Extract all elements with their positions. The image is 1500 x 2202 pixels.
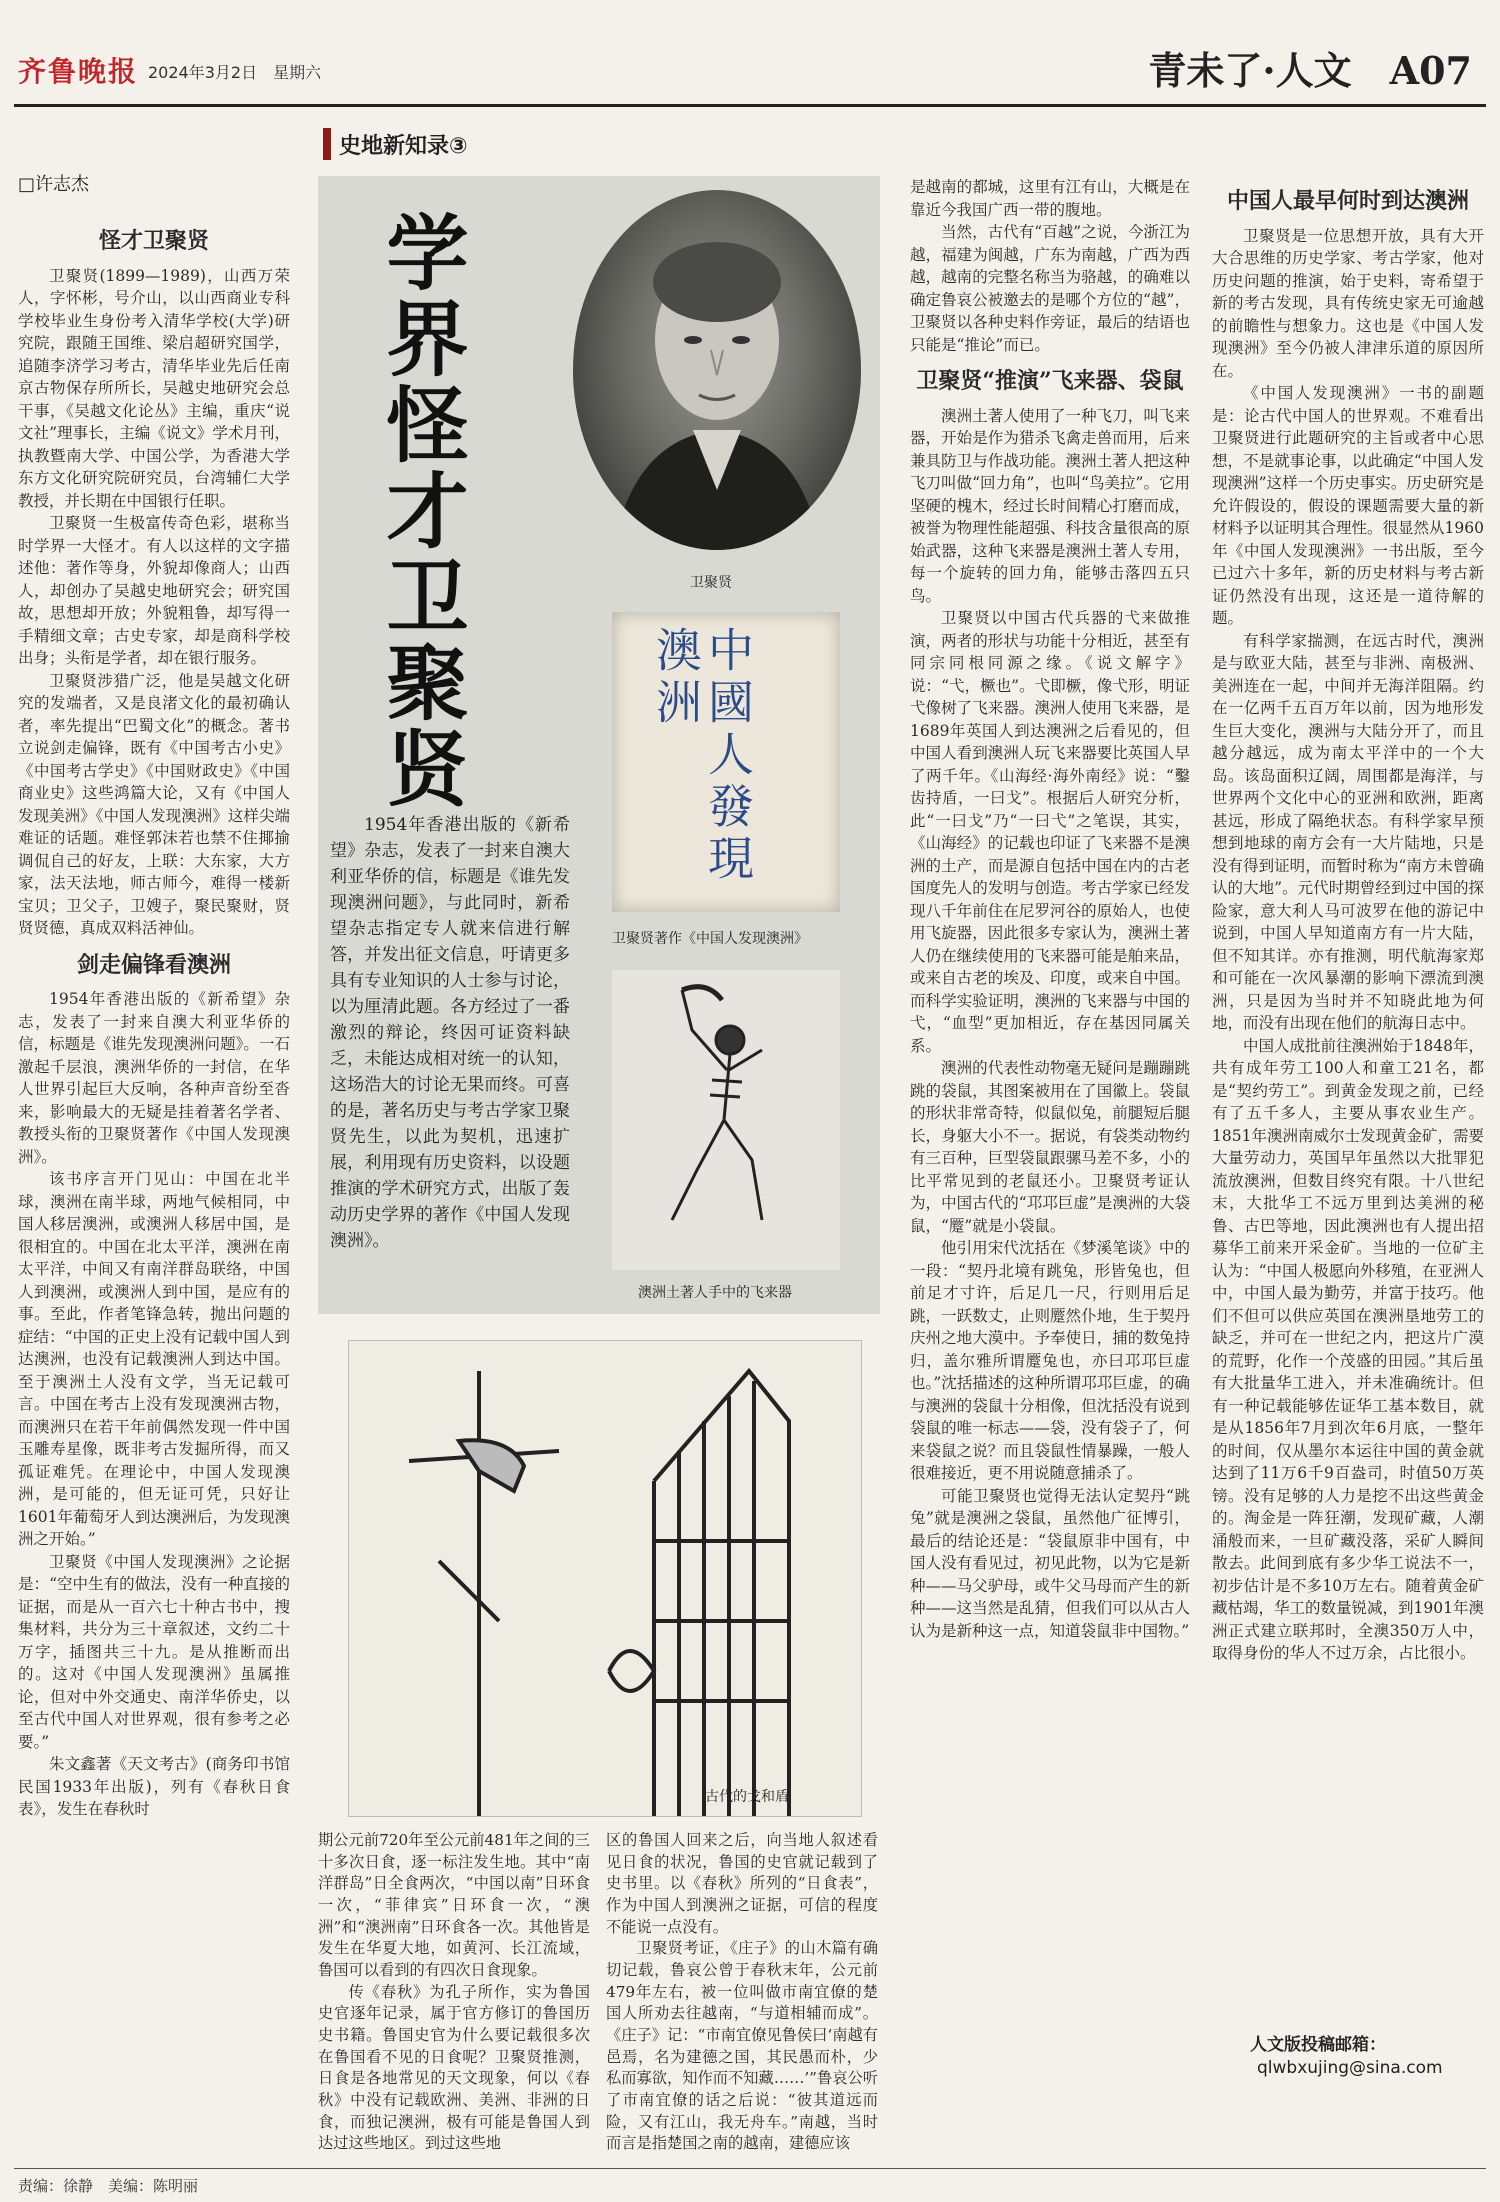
paragraph: 中国人成批前往澳洲始于1848年，共有成年劳工100人和童工21名，都是“契约劳工”。到黄金发现之前，已经有了五千多人，主要从事农业生产。1851年澳洲南威尔士发现黄金矿，需要大量劳动力，英国早年虽然以大批罪犯流放澳洲，但数目终究有限。十八世纪末，大批华工不远万里到达美洲的秘鲁、古巴等地，因此澳洲也有人提出招募华工前来开采金矿。当地的一位矿主认为：“中国人极愿向外移殖，在亚洲人中，中国人最为勤劳，并富于技巧。他们不但可以供应英国在澳洲垦地劳工的缺乏，并可在一世纪之内，把这片广漠的荒野，化作一个茂盛的田园。”其后虽有大批量华工进入，并未准确统计。但有一种记载能够佐证华工基本数目，就是从1856年7月到次年6月底，一整年的时间，仅从墨尔本运往中国的黄金就达到了11万6千9百盎司，时值50万英镑。没有足够的人力是挖不出这些黄金的。淘金是一阵狂潮，发现矿藏，人潮涌般而来，一旦矿藏没落，采矿人瞬间散去。此间到底有多少华工说法不一，初步估计是不多10万左右。随着黄金矿藏枯竭，华工的数量锐减，到1901年澳洲正式建立联邦时，全澳350万人中，取得身份的华人不过万余，占比很小。: [1212, 1036, 1484, 1662]
column-5: [1212, 176, 1484, 1665]
column-3: [606, 1830, 878, 2155]
article-title: 学界怪才卫聚贤: [373, 210, 469, 812]
column-1: [18, 216, 290, 1821]
intro-paragraph: 1954年香港出版的《新希望》杂志，发表了一封来自澳大利亚华侨的信，标题是《谁先发现澳洲问题》，与此同时，新希望杂志指定专人就来信进行解答，并发出征文信息，吁请更多具有专业知识的人士参与讨论，以为厘清此题。各方经过了一番激烈的辩论，终因可证资料缺乏，未能达成相对统一的认知，这场浩大的讨论无果而终。可喜的是，著名历史与考古学家卫聚贤先生，以此为契机，迅速扩展，利用现有历史资料，以设题推演的学术研究方式，出版了轰动历史学界的著作《中国人发现澳洲》。: [330, 815, 570, 1251]
paragraph: 卫聚贤涉猎广泛，他是吴越文化研究的发端者，又是良渚文化的最初确认者，率先提出“巴蜀文化”的概念。著书立说剑走偏锋，既有《中国考古小史》《中国考古学史》《中国财政史》《中国商业史》这些鸿篇大论，又有《中国人发现美洲》《中国人发现澳洲》这样尖端难证的话题。难怪郭沫若也禁不住揶揄调侃自己的好友，上联：大东家，大方家，法天法地，师古师今，难得一楼新宝贝；卫父子，卫嫂子，聚民聚财，贤贤贤德，真成双料活神仙。: [18, 671, 290, 937]
weapons-drawing: [349, 1341, 861, 1816]
paragraph: 卫聚贤考证，《庄子》的山木篇有确切记载，鲁哀公曾于春秋末年，公元前479年左右，被一位叫做市南宜僚的楚国人所劝去往越南，“与道相辅而成”。《庄子》记：“市南宜僚见鲁侯曰‘南越有邑焉，名为建德之国，其民愚而朴，少私而寡欲，知作而不知藏……’”鲁哀公听了市南宜僚的话之后说：“彼其道远而险，又有江山，我无舟车。”南越，当时而言是指楚国之南的越南，建德应该: [606, 1939, 878, 2153]
boomerang-caption: 澳洲土著人手中的飞来器: [638, 1285, 792, 1301]
byline: □许志杰: [18, 174, 90, 195]
series-badge: [323, 128, 468, 160]
paragraph: 澳洲的代表性动物毫无疑问是蹦蹦跳跳的袋鼠，其图案被用在了国徽上。袋鼠的形状非常奇特，似鼠似兔，前腿短后腿长，身躯大小不一。据说，有袋类动物约有三百种，巨型袋鼠跟骡马差不多，小的比平常见到的老鼠还小。卫聚贤考证认为，中国古代的“邛邛巨虚”是澳洲的大袋鼠，“蹷”就是小袋鼠。: [910, 1059, 1190, 1235]
paragraph: 卫聚贤一生极富传奇色彩，堪称当时学界一大怪才。有人以这样的文字描述他：著作等身，外貌却像商人；山西人，却创办了吴越史地研究会；研究国故，思想却开放；外貌粗鲁，却写得一手精细文章；古史专家，却是商科学校出身；头衔是学者，却在银行服务。: [18, 514, 290, 667]
paragraph: 区的鲁国人回来之后，向当地人叙述看见日食的状况，鲁国的史官就记载到了史书里。以《春秋》所列的“日食表”，作为中国人到澳洲之证据，可信的程度不能说一点没有。: [606, 1831, 878, 1936]
newspaper-logo: 齐鲁晚报: [18, 55, 139, 88]
paragraph: 传《春秋》为孔子所作，实为鲁国史官逐年记录，属于官方修订的鲁国历史书籍。鲁国史官为什么要记载很多次在鲁国看不见的日食呢？卫聚贤推测，日食是各地常见的天文现象，何以《春秋》中没有记载欧洲、美洲、非洲的日食，而独记澳洲，极有可能是鲁国人到达过这些地区。到过这些地: [318, 1982, 590, 2153]
book-cover-photo: [612, 612, 840, 912]
book-cover-text: 中國人發現澳洲: [649, 626, 755, 886]
paragraph: 当然，古代有“百越”之说，今浙江为越，福建为闽越，广东为南越，广西为西越，越南的完整名称当为骆越，的确难以确定鲁哀公被邀去的是哪个方位的“越”，卫聚贤以各种史料作旁证，最后的结语也只能是“推论”而已。: [910, 223, 1190, 354]
aboriginal-figure-drawing: [612, 970, 840, 1270]
paragraph: 1954年香港出版的《新希望》杂志，发表了一封来自澳大利亚华侨的信，标题是《谁先发现澳洲问题》。一石激起千层浪，澳洲华侨的一封信，在华人世界引起巨大反响，各种声音纷至沓来，影响最大的无疑是挂着著名学者、教授头衔的卫聚贤著作《中国人发现澳洲》。: [18, 990, 290, 1166]
aboriginal-figure-image: [612, 970, 840, 1270]
paragraph: 澳洲土著人使用了一种飞刀，叫飞来器，开始是作为猎杀飞禽走兽而用，后来兼具防卫与作战功能。澳洲土著人把这种飞刀叫做“回力角”，也叫“鸟美拉”。它用坚硬的槐木，经过长时间精心打磨而成，被誉为物理性能超强、科技含量很高的原始武器，这种飞来器是澳洲土著人专用，每一个旋转的回力角，能够击落四五只鸟。: [910, 406, 1190, 605]
portrait-illustration: [573, 190, 861, 550]
footer-rule: [14, 2168, 1486, 2169]
paragraph: 期公元前720年至公元前481年之间的三十多次日食，逐一标注发生地。其中“南洋群岛”日全食两次，“中国以南”日环食一次，“菲律宾”日环食一次，“澳洲”和“澳洲南”日环食各一次。其他皆是发生在华夏大地，如黄河、长江流域，鲁国可以看到的有四次日食现象。: [318, 1831, 590, 1979]
weapons-caption: 古代的戈和盾: [705, 1789, 789, 1805]
editor-credits: 责编：徐静 美编：陈明丽: [18, 2177, 199, 2195]
portrait-caption: 卫聚贤: [690, 575, 732, 591]
paragraph: 该书序言开门见山：中国在北半球，澳洲在南半球，两地气候相同，中国人移居澳洲，或澳洲人移居中国，是很相宜的。中国在北太平洋，澳洲在南太平洋，中间又有南洋群岛联络，中国人到澳洲，或澳洲人到中国，是应有的事。至此，作者笔锋急转，抛出问题的症结：“中国的正史上没有记载中国人到达澳洲，也没有记载澳洲人到达中国。至于澳洲土人没有文学，当无记载可言。中国在考古上没有发现澳洲古物，而澳洲只在若干年前偶然发现一件中国玉雕寿星像，既非考古发掘所得，而又孤证难凭。在理论中，中国人发现澳洲，是可能的，但无证可凭，只好让1601年葡萄牙人到达澳洲后，为发现澳洲之开始。”: [18, 1170, 290, 1548]
paragraph: 是越南的都城，这里有江有山，大概是在靠近今我国广西一带的腹地。: [910, 178, 1190, 219]
paragraph: 卫聚贤以中国古代兵器的弋来做推演，两者的形状与功能十分相近，甚至有同宗同根同源之缘。《说文解字》说：“弋，橛也”。弋即橛，像弋形，明证弋像树了飞来器。澳洲人使用飞来器，是1689年英国人到达澳洲之后看见的，但中国人看到澳洲人玩飞来器要比英国人早了两千年。《山海经·海外南经》说：“鑿齿持盾，一曰戈”。根据后人研究分析，此“一曰戈”乃“一曰弋”之笔误，其实，《山海经》的记载也印证了飞来器不是澳洲的土产，而是源自包括中国在内的古老国度先人的发明与创造。考古学家已经发现八千年前住在尼罗河谷的原始人，也使用飞旋器，因此很多专家认为，澳洲土著人仍在继续使用的飞来器可能是舶来品，或来自古老的埃及、印度，或来自中国。而科学实验证明，澳洲的飞来器与中国的弋，“血型”更加相近，存在基因同属关系。: [910, 609, 1190, 1055]
weapons-image: [348, 1340, 862, 1817]
subhead-weird-genius: 怪才卫聚贤: [98, 228, 209, 254]
subhead-boomerang-kangaroo: 卫聚贤“推演”飞来器、袋鼠: [916, 368, 1184, 394]
paragraph: 卫聚贤是一位思想开放，具有大开大合思维的历史学家、考古学家，他对历史问题的推演，始于史料，寄希望于新的考古发现，具有传统史家无可逾越的前瞻性与想象力。这也是《中国人发现澳洲》至今仍被人津津乐道的原因所在。: [1212, 226, 1484, 380]
header-rule: [14, 104, 1486, 107]
subhead-unusual-approach: 剑走偏锋看澳洲: [76, 951, 231, 978]
paragraph: 朱文鑫著《天文考古》(商务印书馆民国1933年出版)，列有《春秋日食表》，发生在春秋时: [18, 1755, 290, 1818]
paragraph: 卫聚贤《中国人发现澳洲》之论据是：“空中生有的做法，没有一种直接的证据，而是从一百六七十种古书中，搜集材料，共分为三十章叙述，文约二十万字，插图共三十九。是从推断而出的。这对《中国人发现澳洲》虽属推论，但对中外交通史、南洋华侨史，以至古代中国人对世界观，很有参考之必要。”: [18, 1552, 290, 1751]
column-4: [910, 176, 1190, 1642]
issue-date: 2024年3月2日 星期六: [148, 63, 322, 82]
paragraph: 卫聚贤(1899—1989)，山西万荣人，字怀彬，号介山，以山西商业专科学校毕业生身份考入清华学校(大学)研究院，跟随王国维、梁启超研究国学，追随李济学习考古，清华毕业先后任南京古物保存所所长，吴越史地研究会总干事，《吴越文化论丛》主编，重庆“说文社”理事长，主编《说文》学术月刊，执教暨南大学、中国公学，为香港大学东方文化研究院研究员，台湾辅仁大学教授，并长期在中国银行任职。: [18, 266, 290, 510]
page-label: 青未了·人文 A07: [1148, 48, 1472, 93]
portrait-photo: [573, 190, 861, 550]
paragraph: 《中国人发现澳洲》一书的副题是：论古代中国人的世界观。不难看出卫聚贤进行此题研究的主旨或者中心思想，不是就事论事，以此确定“中国人发现澳洲”这样一个历史事实。历史研究是允许假设的，假设的课题需要大量的新材料予以证明其合理性。很显然从1960年《中国人发现澳洲》一书出版，至今已过六十多年，新的历史材料与考古新证仍然没有出现，这还是一道待解的题。: [1212, 384, 1484, 627]
paragraph: 他引用宋代沈括在《梦溪笔谈》中的一段：“契丹北境有跳兔，形皆兔也，但前足才寸许，后足几一尺，行则用后足跳，一跃数丈，止则蹷然仆地，生于契丹庆州之地大漠中。予奉使日，捕的数兔持归，盖尔雅所谓蹷兔也，亦曰邛邛巨虚也。”沈括描述的这种所谓邛邛巨虚，的确与澳洲的袋鼠十分相像，但沈括没有说到袋鼠的唯一标志——袋，没有袋子了，何来袋鼠之说？而且袋鼠性情暴躁，一般人很难接近，更不用说随意捕杀了。: [910, 1239, 1190, 1482]
book-caption: 卫聚贤著作《中国人发现澳洲》: [612, 931, 808, 947]
series-label: 史地新知录③: [339, 133, 468, 159]
subhead-earliest-arrival: 中国人最早何时到达澳洲: [1226, 188, 1469, 214]
series-marker: [323, 128, 331, 160]
intro-text: [330, 812, 570, 1254]
paragraph: 有科学家揣测，在远古时代，澳洲是与欧亚大陆，甚至与非洲、南极洲、美洲连在一起，中间并无海洋阻隔。约在一亿两千五百万年以前，因为地形发生巨大变化，澳洲与大陆分开了，而且越分越远，成为南太平洋中的一个大岛。该岛面积辽阔，周围都是海洋，与世界两个文化中心的亚洲和欧洲，距离甚远，形成了隔绝状态。有科学家早预想到地球的南方会有一大片陆地，只是没有得到证明，而暂时称为“南方未曾确认的大地”。元代时期曾经到过中国的探险家，意大利人马可波罗在他的游记中说到，中国人早知道南方有一片大陆，但不知其详。亦有推测，明代航海家郑和可能在一次风暴潮的影响下漂流到澳洲，只是因为当时并不知晓此地为何地，而没有出现在他们的航海日志中。: [1212, 631, 1484, 1032]
contact-email[interactable]: qlwbxujing@sina.com: [1257, 2058, 1443, 2078]
contact-label: 人文版投稿邮箱：: [1250, 2035, 1386, 2055]
column-2: [318, 1830, 590, 2155]
paragraph: 可能卫聚贤也觉得无法认定契丹“跳兔”就是澳洲之袋鼠，虽然他广征博引，最后的结论还是：“袋鼠原非中国有，中国人没有看见过，初见此物，以为它是新种——马父驴母，或牛父马母而产生的新种——这当然是乱猜，但我们可以从古人认为是新种这一点，知道袋鼠非中国物。”: [910, 1486, 1190, 1640]
